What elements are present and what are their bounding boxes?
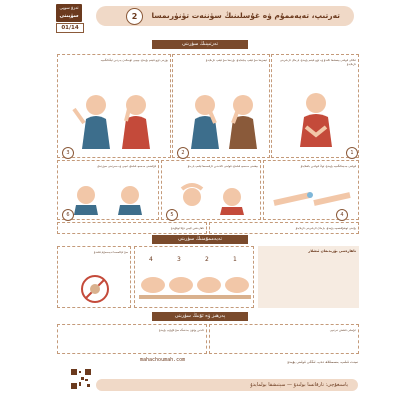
step-number: 1 [346, 147, 358, 159]
footer-line: نىيەت قىلىپ، بىسمىللاھ دەپ، ئىككى قولىنى يۇيىدۇ [287, 360, 358, 364]
step-number: 6 [62, 209, 74, 221]
step-text: ئېغىزىغا سۇ ئېلىپ چايقايدۇ، بۇرنىغا سۇ ئېلىپ تازىلايدۇ [206, 58, 267, 62]
step-text: ئىككى قولىنى بېغىشقا ئالىدۇ ۋە ئۈچ قېتىم يۇيىدۇ، بارماق ئارىلىرىنى تازىلايدۇ [279, 58, 356, 66]
section-title-tayammum: تەيەممۇمنىڭ سۈرىتى [152, 235, 248, 244]
qr-code [70, 368, 92, 390]
tayammum-warning-card [57, 246, 131, 308]
wiping-head-figure [168, 181, 256, 215]
step-card-6 [57, 160, 159, 220]
tayammum-step-3: 3 [177, 256, 181, 263]
section-title-ghusl: پەرھىز ۋە ئۇنىڭ سۈرىتى [152, 312, 248, 321]
step-number: 5 [166, 209, 178, 221]
step-card-4 [263, 160, 359, 220]
ghusl-text-right: غۇسلى قىلىش تەرتىپى [329, 328, 356, 332]
ghusl-card-left [57, 324, 207, 354]
wiping-ears-figure [64, 181, 154, 215]
tayammum-step-2: 2 [205, 256, 209, 263]
website-label: mahachoumah.com [140, 357, 186, 363]
section-title-wudu: تەرتىپنىڭ سۈرىتى [152, 40, 248, 49]
washing-hands-figure [278, 83, 354, 151]
ghusl-card-right [209, 324, 359, 354]
title-number: 2 [126, 8, 143, 25]
ghusl-text-left: ئاندىن پۈتۈن بەدىنىگە سۇ قۇيۇپ يۇيىدۇ [159, 328, 204, 332]
step-card-7 [209, 222, 359, 234]
title-text: تەرتىپ، تەيەممۇم ۋە غۇسلىنىڭ سۈننەت تۈنۈرىمسا [151, 11, 340, 20]
step-number: 4 [336, 209, 348, 221]
step-card-5 [161, 160, 261, 220]
step-card-8 [57, 222, 207, 234]
step-text: قۇلىقىنى مەسىھ قىلىدۇ، ئىچى ۋە سىرتىنى سۈرتىدۇ [97, 164, 156, 168]
step-card-3 [57, 54, 171, 158]
header-badge [56, 4, 82, 22]
tayammum-hands-figures [139, 251, 251, 305]
step-text: تاھارەتتىن كېيىن دۇئا ئوقۇيدۇ [171, 226, 204, 230]
note-title: تاھارەتنى بۇزىدىغان ئىشلار [308, 249, 356, 253]
step-card-2 [172, 54, 270, 158]
badge-line1: ئەزۇ سوپى [59, 5, 79, 10]
washing-face-figure [64, 83, 164, 151]
rinsing-mouth-figure [179, 83, 267, 151]
footer-bar: ياسىغۇچى: تارقاتسا بولىدۇ — سېتىشقا بولمايدۇ [96, 379, 358, 391]
step-number: 3 [62, 147, 74, 159]
step-number: 2 [177, 147, 189, 159]
step-text: پۇتىنى ئوشۇقىغىچە يۇيىدۇ، بارماق ئارىلىرىنى تازىلايدۇ [295, 226, 356, 230]
tayammum-step-4: 4 [149, 256, 153, 263]
step-text: يۈزىنى ئۈچ قېتىم يۇيىدۇ، چېچى ئۆسكەن يەردىن ئېڭىكىگىچە [100, 58, 168, 62]
page-title [96, 6, 354, 26]
tayammum-note [258, 246, 359, 308]
step-text: قولىنى جەينىكىگىچە يۇيىدۇ، ئوڭ قولدىن باشلايدۇ [300, 164, 356, 168]
no-water-icon [78, 273, 112, 305]
tayammum-step-1: 1 [233, 256, 237, 263]
step-text: بېشىنى مەسىھ قىلىدۇ، قولىنى ئالدىدىن ئارقىسىغا ئېلىپ بارىدۇ [187, 164, 258, 168]
step-card-1 [271, 54, 359, 158]
note-text: سۇ تاپالمىسا تەيەممۇم قىلىدۇ [94, 250, 128, 254]
tayammum-steps-card [134, 246, 254, 308]
badge-line2: سۈپىتى [59, 13, 79, 19]
page-number: 01/14 [56, 23, 84, 33]
